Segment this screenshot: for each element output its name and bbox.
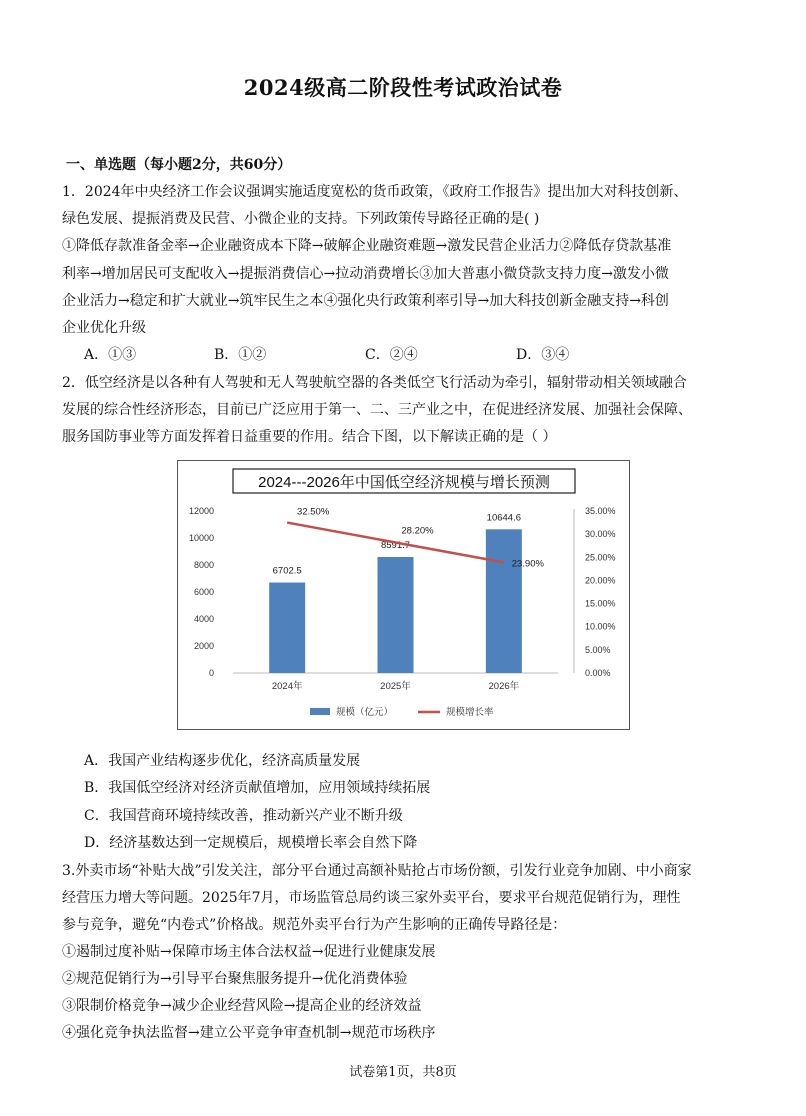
q2-option-b: B．我国低空经济对经济贡献值增加，应用领域持续拓展	[84, 780, 431, 796]
legend-line-label: 规模增长率	[446, 707, 494, 718]
bar	[269, 583, 305, 673]
right-axis-tick-label: 25.00%	[585, 552, 616, 563]
left-axis-tick-label: 6000	[193, 587, 214, 597]
growth-rate-line	[287, 523, 504, 563]
q1-option-b: B．①②	[214, 347, 267, 363]
q3-line: 经营压力增大等问题。2025年7月，市场监管总局约谈三家外卖平台，要求平台规范促销行为，理性	[62, 890, 681, 906]
page-title: 2024级高二阶段性考试政治试卷	[243, 75, 563, 100]
line-data-label: 23.90%	[511, 558, 544, 570]
q3-item: ②规范促销行为→引导平台聚焦服务提升→优化消费体验	[62, 971, 408, 987]
bar	[486, 529, 522, 673]
left-axis-tick-label: 2000	[193, 641, 214, 651]
q3-item: ④强化竞争执法监督→建立公平竞争审查机制→规范市场秩序	[62, 1025, 436, 1041]
left-axis-tick-label: 4000	[193, 614, 214, 624]
chart-svg	[178, 461, 631, 731]
q3-line: 3.外卖市场“补贴大战”引发关注，部分平台通过高额补贴抢占市场份额，引发行业竞争加剧、中小商家	[62, 863, 692, 879]
line-data-label: 28.20%	[401, 525, 434, 537]
q3-line: 参与竞争，避免“内卷式”价格战。规范外卖平台行为产生影响的正确传导路径是：	[62, 917, 567, 933]
legend-bar-swatch	[310, 708, 330, 715]
q3-item: ③限制价格竞争→减少企业经营风险→提高企业的经济效益	[62, 998, 422, 1014]
right-axis-tick-label: 15.00%	[585, 598, 616, 609]
q1-line: 1．2024年中央经济工作会议强调实施适度宽松的货币政策，《政府工作报告》提出加大对科技创新、	[62, 184, 688, 200]
q2-option-d: D．经济基数达到一定规模后，规模增长率会自然下降	[84, 835, 418, 851]
q1-option-d: D．③④	[516, 347, 570, 363]
q2-line: 服务国防事业等方面发挥着日益重要的作用。结合下图，以下解读正确的是（ ）	[62, 429, 557, 445]
q1-option-c: C．②④	[365, 347, 418, 363]
right-axis-tick-label: 10.00%	[585, 621, 616, 632]
q1-line: ①降低存款准备金率→企业融资成本下降→破解企业融资难题→激发民营企业活力②降低存贷款基准	[62, 238, 672, 254]
right-axis-tick-label: 5.00%	[585, 644, 611, 655]
x-axis-tick-label: 2024年	[271, 681, 303, 692]
line-data-label: 32.50%	[297, 506, 330, 518]
q2-line: 2．低空经济是以各种有人驾驶和无人驾驶航空器的各类低空飞行活动为牵引，辐射带动相关领域融合	[62, 375, 687, 391]
bar	[378, 557, 414, 673]
left-axis-tick-label: 8000	[193, 560, 214, 570]
x-axis-tick-label: 2026年	[488, 681, 520, 692]
section-heading: 一、单选题（每小题2分，共60分）	[66, 157, 292, 173]
q1-line: 企业活力→稳定和扩大就业→筑牢民生之本④强化央行政策利率引导→加大科技创新金融支持→科创	[62, 293, 669, 309]
right-axis-tick-label: 35.00%	[585, 506, 616, 516]
q1-line: 企业优化升级	[62, 320, 146, 336]
left-axis-tick-label: 12000	[188, 506, 214, 516]
q2-option-c: C．我国营商环境持续改善，推动新兴产业不断升级	[84, 808, 403, 824]
bar-data-label: 8591.7	[380, 540, 411, 552]
q1-line: 利率→增加居民可支配收入→提振消费信心→拉动消费增长③加大普惠小微贷款支持力度→激发小微	[62, 266, 669, 282]
legend-bar-label: 规模（亿元）	[336, 707, 394, 718]
low-altitude-economy-chart	[177, 460, 630, 730]
right-axis-tick-label: 20.00%	[585, 575, 616, 586]
page-footer: 试卷第1页，共8页	[349, 1065, 457, 1080]
q3-item: ①遏制过度补贴→保障市场主体合法权益→促进行业健康发展	[62, 944, 436, 960]
q2-option-a: A．我国产业结构逐步优化，经济高质量发展	[84, 753, 361, 769]
right-axis-tick-label: 30.00%	[585, 529, 616, 540]
bar-data-label: 6702.5	[272, 565, 302, 577]
q1-line: 绿色发展、提振消费及民营、小微企业的支持。下列政策传导路径正确的是( )	[62, 211, 540, 227]
q2-line: 发展的综合性经济形态，目前已广泛应用于第一、二、三产业之中，在促进经济发展、加强社会保障、	[62, 402, 692, 418]
right-axis-tick-label: 0.00%	[585, 668, 611, 678]
q1-option-a: A．①③	[84, 347, 137, 363]
chart-title: 2024---2026年中国低空经济规模与增长预测	[258, 474, 550, 491]
x-axis-tick-label: 2025年	[380, 681, 411, 692]
left-axis-tick-label: 0	[208, 668, 214, 678]
bar-data-label: 10644.6	[486, 512, 522, 524]
left-axis-tick-label: 10000	[188, 533, 214, 543]
